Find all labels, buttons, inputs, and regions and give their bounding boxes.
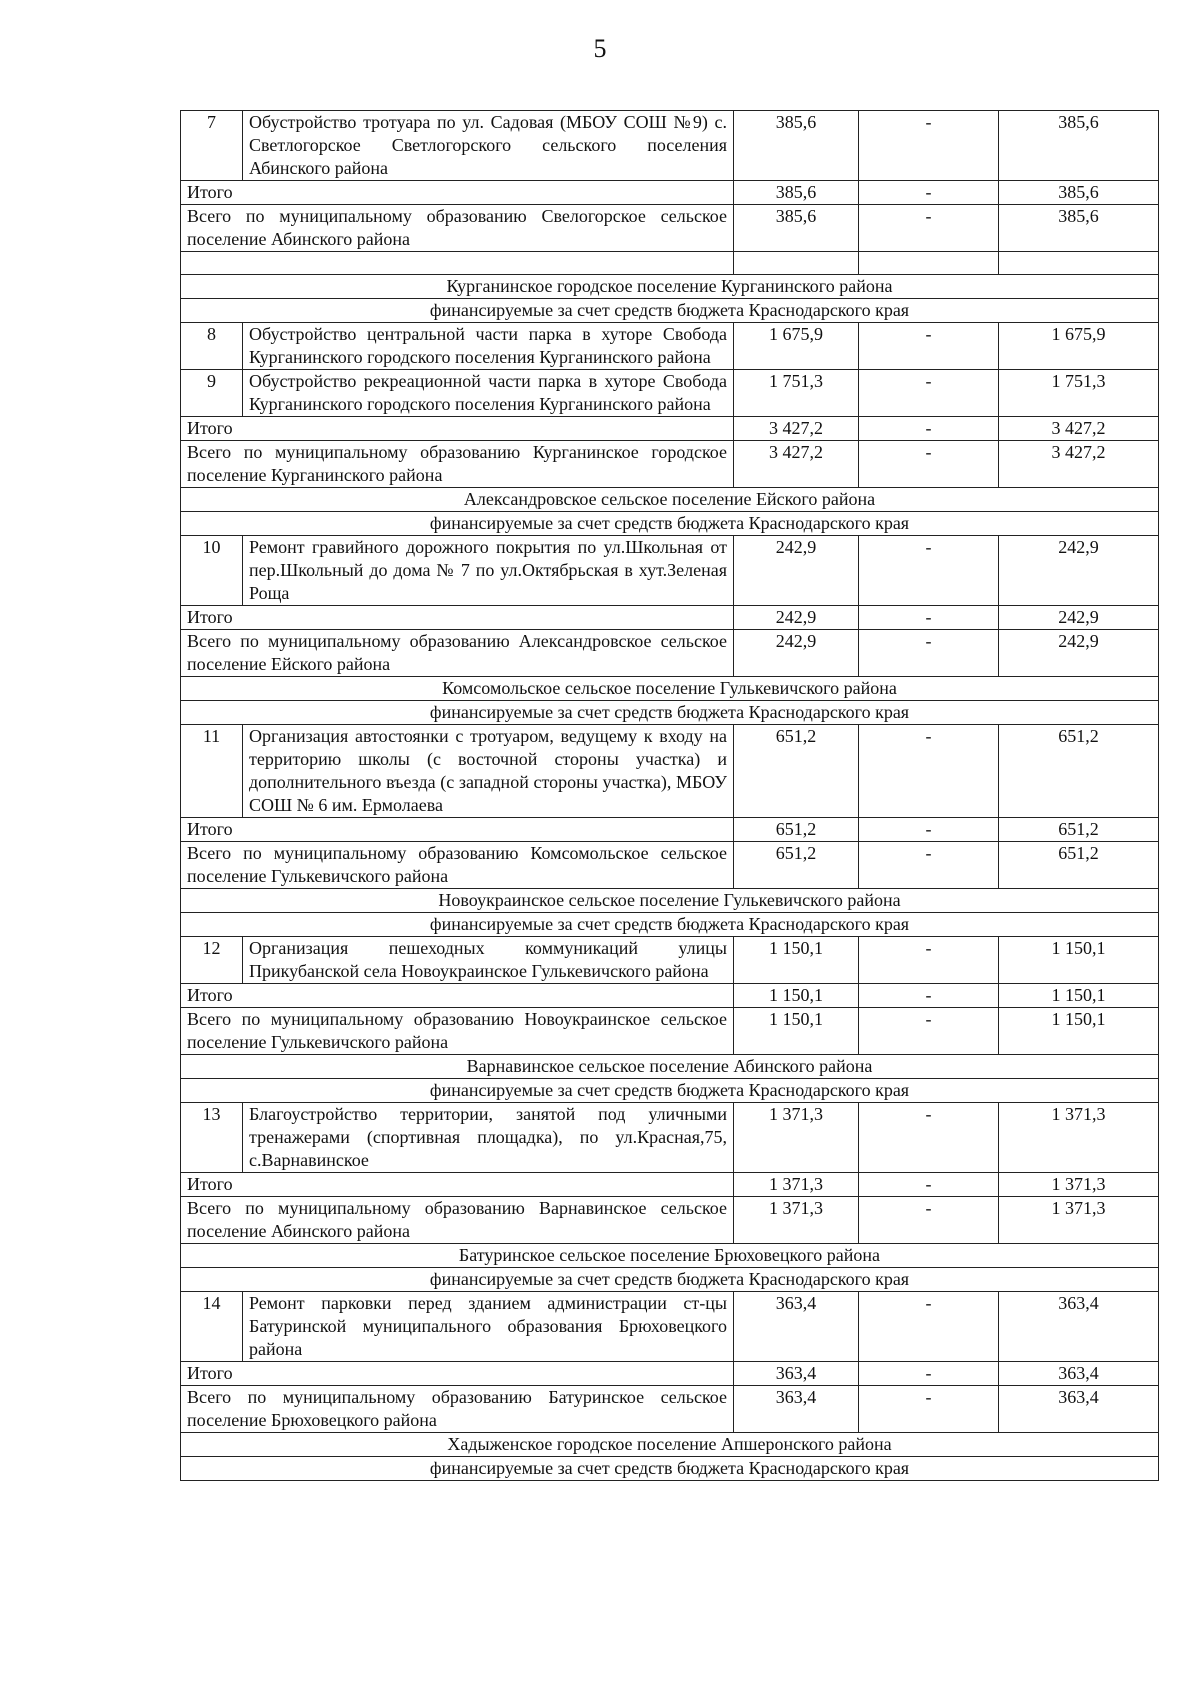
itogo-row-value-1: 651,2: [734, 818, 859, 842]
itogo-row-value-3: 1 150,1: [999, 984, 1159, 1008]
itogo-row-label: Итого: [181, 181, 734, 205]
itogo-row-value-3: 385,6: [999, 181, 1159, 205]
section-heading-text: Александровское сельское поселение Ейского района: [181, 488, 1159, 512]
vsego-row-value-2: -: [859, 205, 999, 252]
item-value-2: -: [859, 937, 999, 984]
vsego-row-label: Всего по муниципальному образованию Курганинское городское поселение Курганинского района: [181, 441, 734, 488]
section-subheading-text: финансируемые за счет средств бюджета Краснодарского края: [181, 701, 1159, 725]
empty-cell: [859, 252, 999, 275]
item-number: 12: [181, 937, 243, 984]
vsego-row-value-1: 363,4: [734, 1386, 859, 1433]
item-value-1: 242,9: [734, 536, 859, 606]
itogo-row-value-3: 363,4: [999, 1362, 1159, 1386]
item-value-2: -: [859, 1103, 999, 1173]
item-value-2: -: [859, 1292, 999, 1362]
section-heading-text: Комсомольское сельское поселение Гулькевичского района: [181, 677, 1159, 701]
itogo-row-label: Итого: [181, 1173, 734, 1197]
item-value-2: -: [859, 323, 999, 370]
section-subheading-text: финансируемые за счет средств бюджета Краснодарского края: [181, 1457, 1159, 1481]
item-number: 7: [181, 111, 243, 181]
section-subheading: [181, 512, 1159, 536]
section-subheading: [181, 913, 1159, 937]
itogo-row-label: Итого: [181, 818, 734, 842]
vsego-row-value-3: 363,4: [999, 1386, 1159, 1433]
vsego-row-label: Всего по муниципальному образованию Свелогорское сельское поселение Абинского района: [181, 205, 734, 252]
item-value-2: -: [859, 536, 999, 606]
itogo-row-label: Итого: [181, 984, 734, 1008]
empty-cell: [999, 252, 1159, 275]
vsego-row-value-1: 242,9: [734, 630, 859, 677]
vsego-row-value-1: 651,2: [734, 842, 859, 889]
section-heading: [181, 1244, 1159, 1268]
item-number: 13: [181, 1103, 243, 1173]
section-heading: [181, 889, 1159, 913]
vsego-row-label: Всего по муниципальному образованию Комсомольское сельское поселение Гулькевичского района: [181, 842, 734, 889]
itogo-row-label: Итого: [181, 1362, 734, 1386]
itogo-row: [181, 1173, 1159, 1197]
itogo-row: [181, 984, 1159, 1008]
itogo-row: [181, 417, 1159, 441]
item-description: Обустройство центральной части парка в хуторе Свобода Курганинского городского поселения Курганинского района: [243, 323, 734, 370]
vsego-row-label: Всего по муниципальному образованию Варнавинское сельское поселение Абинского района: [181, 1197, 734, 1244]
vsego-row: [181, 1008, 1159, 1055]
vsego-row-value-2: -: [859, 630, 999, 677]
item-description: Благоустройство территории, занятой под уличными тренажерами (спортивная площадка), по ул.Красная,75, с.Варнавинское: [243, 1103, 734, 1173]
vsego-row: [181, 1197, 1159, 1244]
empty-row: [181, 252, 1159, 275]
vsego-row-value-3: 651,2: [999, 842, 1159, 889]
section-heading: [181, 677, 1159, 701]
vsego-row-value-3: 3 427,2: [999, 441, 1159, 488]
itogo-row: [181, 606, 1159, 630]
section-subheading: [181, 1268, 1159, 1292]
section-heading: [181, 275, 1159, 299]
section-subheading-text: финансируемые за счет средств бюджета Краснодарского края: [181, 1268, 1159, 1292]
itogo-row-value-2: -: [859, 1173, 999, 1197]
table-row: [181, 370, 1159, 417]
table-row: [181, 725, 1159, 818]
table-row: [181, 937, 1159, 984]
item-value-3: 1 675,9: [999, 323, 1159, 370]
vsego-row-value-2: -: [859, 441, 999, 488]
itogo-row-value-3: 242,9: [999, 606, 1159, 630]
section-heading: [181, 1433, 1159, 1457]
vsego-row: [181, 1386, 1159, 1433]
section-subheading-text: финансируемые за счет средств бюджета Краснодарского края: [181, 1079, 1159, 1103]
vsego-row: [181, 842, 1159, 889]
itogo-row: [181, 818, 1159, 842]
section-heading: [181, 488, 1159, 512]
vsego-row: [181, 441, 1159, 488]
item-value-1: 1 150,1: [734, 937, 859, 984]
vsego-row-value-1: 1 150,1: [734, 1008, 859, 1055]
item-value-1: 651,2: [734, 725, 859, 818]
itogo-row-label: Итого: [181, 606, 734, 630]
itogo-row-value-1: 3 427,2: [734, 417, 859, 441]
table-row: [181, 323, 1159, 370]
vsego-row-value-1: 1 371,3: [734, 1197, 859, 1244]
budget-table: [180, 110, 1159, 1481]
section-subheading: [181, 1457, 1159, 1481]
section-heading-text: Варнавинское сельское поселение Абинского района: [181, 1055, 1159, 1079]
section-subheading-text: финансируемые за счет средств бюджета Краснодарского края: [181, 512, 1159, 536]
item-description: Обустройство тротуара по ул. Садовая (МБОУ СОШ №9) с. Светлогорское Светлогорского сельского поселения Абинского района: [243, 111, 734, 181]
item-value-2: -: [859, 111, 999, 181]
section-heading-text: Батуринское сельское поселение Брюховецкого района: [181, 1244, 1159, 1268]
vsego-row-value-2: -: [859, 1386, 999, 1433]
table-row: [181, 1292, 1159, 1362]
item-description: Обустройство рекреационной части парка в хуторе Свобода Курганинского городского поселения Курганинского района: [243, 370, 734, 417]
empty-cell: [181, 252, 734, 275]
vsego-row: [181, 205, 1159, 252]
item-value-3: 242,9: [999, 536, 1159, 606]
itogo-row-label: Итого: [181, 417, 734, 441]
itogo-row-value-1: 242,9: [734, 606, 859, 630]
item-description: Организация пешеходных коммуникаций улицы Прикубанской села Новоукраинское Гулькевичского района: [243, 937, 734, 984]
item-description: Ремонт гравийного дорожного покрытия по ул.Школьная от пер.Школьный до дома № 7 по ул.Октябрьская в хут.Зеленая Роща: [243, 536, 734, 606]
vsego-row-label: Всего по муниципальному образованию Новоукраинское сельское поселение Гулькевичского района: [181, 1008, 734, 1055]
itogo-row-value-2: -: [859, 1362, 999, 1386]
itogo-row-value-1: 363,4: [734, 1362, 859, 1386]
section-subheading-text: финансируемые за счет средств бюджета Краснодарского края: [181, 299, 1159, 323]
section-heading: [181, 1055, 1159, 1079]
vsego-row-value-2: -: [859, 1008, 999, 1055]
section-heading-text: Новоукраинское сельское поселение Гулькевичского района: [181, 889, 1159, 913]
vsego-row-value-2: -: [859, 1197, 999, 1244]
item-value-1: 1 751,3: [734, 370, 859, 417]
item-value-2: -: [859, 370, 999, 417]
item-number: 8: [181, 323, 243, 370]
vsego-row-value-3: 385,6: [999, 205, 1159, 252]
item-description: Организация автостоянки с тротуаром, ведущему к входу на территорию школы (с восточной стороны участка) и дополнительного въезда (с западной стороны участка), МБОУ СОШ № 6 им. Ермолаева: [243, 725, 734, 818]
vsego-row-label: Всего по муниципальному образованию Александровское сельское поселение Ейского района: [181, 630, 734, 677]
item-value-1: 385,6: [734, 111, 859, 181]
vsego-row-value-2: -: [859, 842, 999, 889]
itogo-row-value-1: 385,6: [734, 181, 859, 205]
vsego-row-value-3: 1 371,3: [999, 1197, 1159, 1244]
item-value-3: 651,2: [999, 725, 1159, 818]
itogo-row-value-1: 1 150,1: [734, 984, 859, 1008]
itogo-row-value-3: 651,2: [999, 818, 1159, 842]
item-value-3: 363,4: [999, 1292, 1159, 1362]
item-value-1: 1 675,9: [734, 323, 859, 370]
itogo-row: [181, 1362, 1159, 1386]
vsego-row-value-3: 1 150,1: [999, 1008, 1159, 1055]
itogo-row-value-2: -: [859, 818, 999, 842]
item-value-3: 385,6: [999, 111, 1159, 181]
table-row: [181, 111, 1159, 181]
item-value-1: 1 371,3: [734, 1103, 859, 1173]
item-value-2: -: [859, 725, 999, 818]
section-subheading-text: финансируемые за счет средств бюджета Краснодарского края: [181, 913, 1159, 937]
vsego-row-value-1: 3 427,2: [734, 441, 859, 488]
itogo-row-value-2: -: [859, 417, 999, 441]
itogo-row-value-3: 1 371,3: [999, 1173, 1159, 1197]
vsego-row-value-3: 242,9: [999, 630, 1159, 677]
item-value-1: 363,4: [734, 1292, 859, 1362]
table-row: [181, 1103, 1159, 1173]
vsego-row-label: Всего по муниципальному образованию Батуринское сельское поселение Брюховецкого района: [181, 1386, 734, 1433]
item-value-3: 1 150,1: [999, 937, 1159, 984]
page-number: 5: [593, 34, 607, 63]
section-subheading: [181, 299, 1159, 323]
vsego-row: [181, 630, 1159, 677]
itogo-row-value-3: 3 427,2: [999, 417, 1159, 441]
table-row: [181, 536, 1159, 606]
itogo-row-value-2: -: [859, 181, 999, 205]
vsego-row-value-1: 385,6: [734, 205, 859, 252]
itogo-row-value-1: 1 371,3: [734, 1173, 859, 1197]
itogo-row-value-2: -: [859, 606, 999, 630]
item-value-3: 1 371,3: [999, 1103, 1159, 1173]
item-number: 14: [181, 1292, 243, 1362]
item-number: 9: [181, 370, 243, 417]
itogo-row: [181, 181, 1159, 205]
section-heading-text: Хадыженское городское поселение Апшеронского района: [181, 1433, 1159, 1457]
section-heading-text: Курганинское городское поселение Курганинского района: [181, 275, 1159, 299]
itogo-row-value-2: -: [859, 984, 999, 1008]
section-subheading: [181, 701, 1159, 725]
item-value-3: 1 751,3: [999, 370, 1159, 417]
item-number: 10: [181, 536, 243, 606]
item-description: Ремонт парковки перед зданием администрации ст-цы Батуринской муниципального образования Брюховецкого района: [243, 1292, 734, 1362]
section-subheading: [181, 1079, 1159, 1103]
empty-cell: [734, 252, 859, 275]
item-number: 11: [181, 725, 243, 818]
